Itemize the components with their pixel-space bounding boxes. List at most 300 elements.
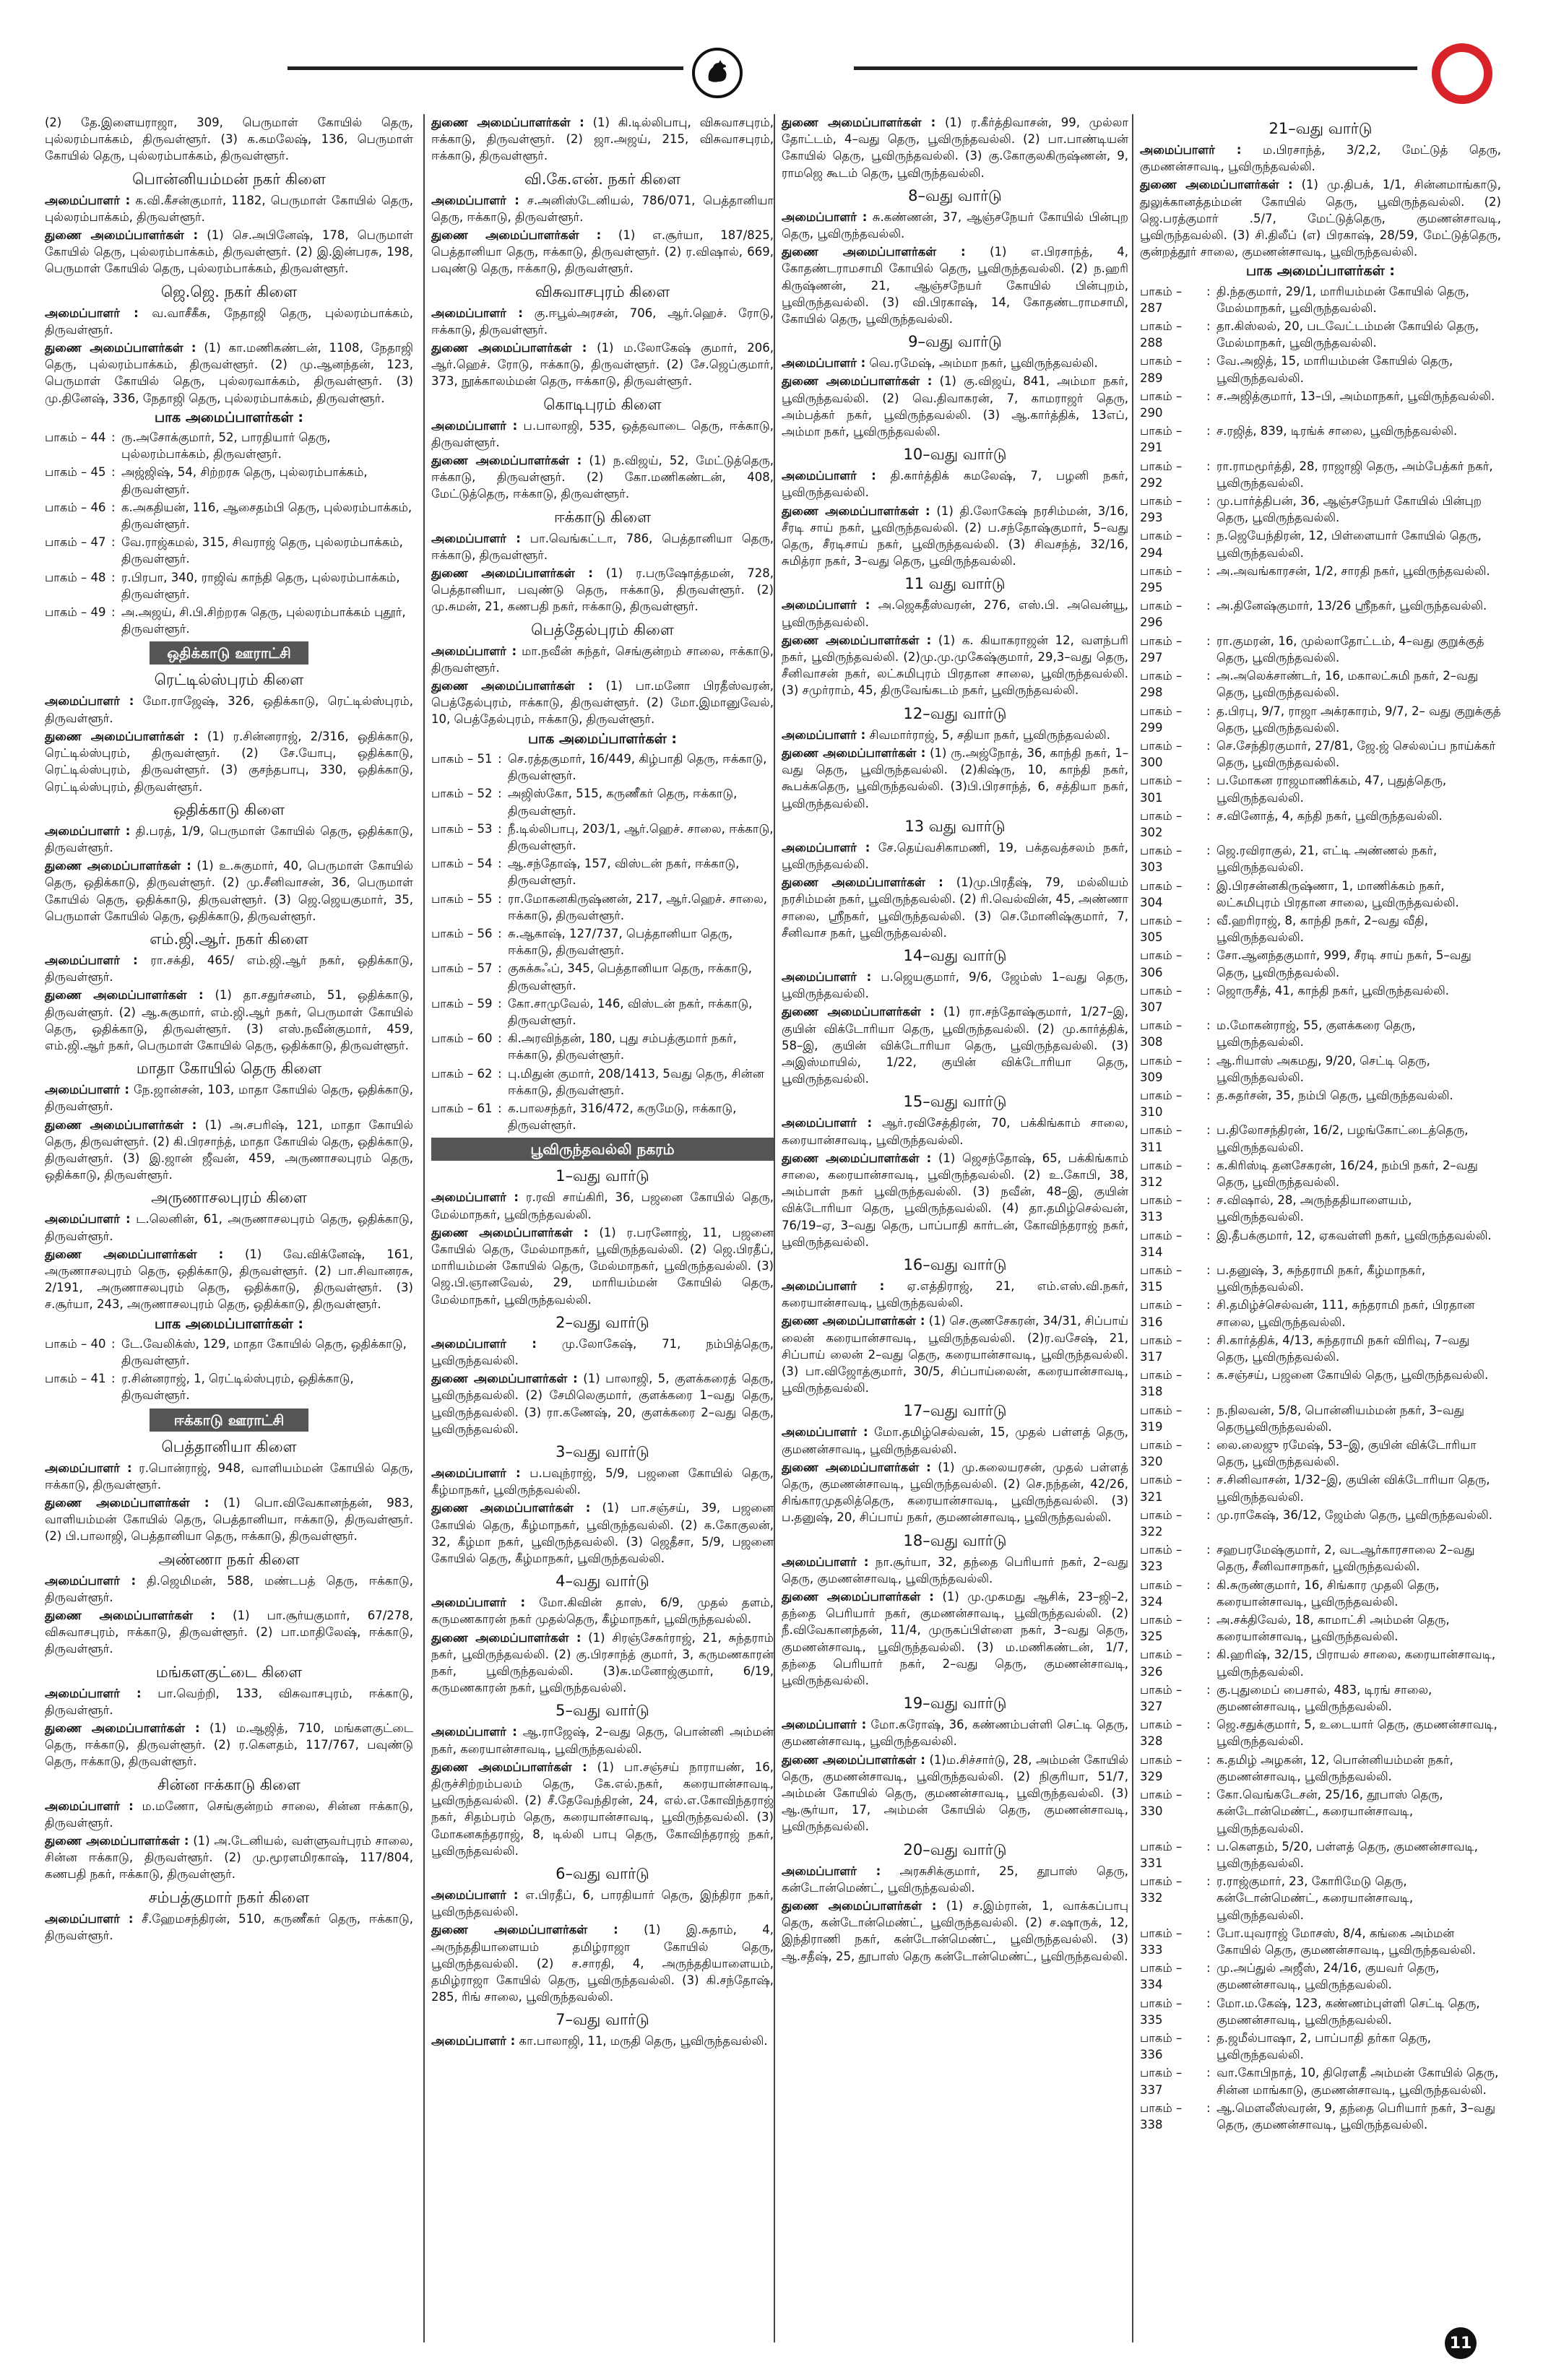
member-entry xyxy=(431,1594,774,1627)
member-entry xyxy=(782,1424,1128,1457)
entry-text: ஆர்.ரவிசேத்திரன், 70, பக்கிங்காம் சாலை, கரையான்சாவடி, பூவிருந்தவல்லி. xyxy=(782,1116,1128,1147)
role-label: துணை அமைப்பாளர்கள் : xyxy=(782,745,926,760)
booth-text: கு.புதுமைப் பைசால், 483, டிரங் சாலை, குமணன்சாவடி, பூவிருந்தவல்லி. xyxy=(1216,1682,1432,1714)
entry-text: (1) செ.அபினேஷ், 178, பெருமாள் கோயில் தெரு, புல்லரம்பாக்கம், திருவள்ளூர். (2) இ.இன்பரசு, 198, பெருமாள் கோயில் தெரு, புல்லரம்பாக்கம், திருவள்ளூர். xyxy=(45,228,413,276)
branch-heading: பெத்தானியா கிளை xyxy=(161,1437,297,1455)
booth-entry xyxy=(431,855,774,888)
member-entry xyxy=(45,952,413,985)
booth-colon: : xyxy=(1206,844,1211,858)
branch-heading: ரெட்டில்ஸ்புரம் கிளை xyxy=(154,671,304,689)
booth-number: பாகம் – 334 xyxy=(1140,1961,1183,1992)
booth-number: பாகம் – 45 xyxy=(45,465,106,480)
booth-colon: : xyxy=(1206,563,1211,578)
booth-colon: : xyxy=(111,535,116,550)
member-entry xyxy=(431,227,774,277)
booth-colon: : xyxy=(1206,1333,1211,1347)
booth-colon: : xyxy=(111,605,116,620)
entry-text: மா.நவீன் சுந்தர், செங்குன்றம் சாலை, ஈக்காடு, திருவள்ளூர். xyxy=(431,644,774,675)
role-label: அமைப்பாளர் : xyxy=(45,1083,130,1097)
role-label: துணை அமைப்பாளர்கள் : xyxy=(782,116,936,129)
member-entry xyxy=(431,452,774,503)
member-entry xyxy=(431,1723,774,1757)
booth-text: ர.சின்னராஜ், 1, ரெட்டில்ஸ்புரம், ஒதிக்காடு, திருவள்ளூர். xyxy=(121,1372,354,1403)
booth-number: பாகம் – 48 xyxy=(45,570,106,584)
booth-text: மோ.ம.கேஷ், 123, கண்ணம்புள்ளி செட்டி தெரு, குமணன்சாவடி, பூவிருந்தவல்லி. xyxy=(1216,1996,1480,2027)
booth-text: கோ.சாமுவேல், 146, விஸ்டன் நகர், ஈக்காடு, திருவள்ளூர். xyxy=(508,996,753,1027)
booth-text: சஹபரமேஷ்குமார், 2, வடஆர்காரசாலை 2–வது தெரு, சீனிவாசாநகர், பூவிருந்தவல்லி. xyxy=(1216,1543,1475,1574)
booth-number: பாகம் – 333 xyxy=(1140,1926,1183,1957)
booth-colon: : xyxy=(1206,424,1211,438)
booth-text: வே.அஜித், 15, மாரியம்மன் கோயில் தெரு, பூவிருந்தவல்லி. xyxy=(1216,354,1453,385)
booth-text: கி.சுருண்குமார், 16, சிங்கார முதலி தெரு, கரையான்சாவடி, பூவிருந்தவல்லி. xyxy=(1216,1578,1440,1609)
role-label: துணை அமைப்பாளர்கள் : xyxy=(431,1923,618,1937)
booth-colon: : xyxy=(1206,1403,1211,1417)
role-label: அமைப்பாளர் : xyxy=(1140,143,1242,157)
booth-number: பாகம் – 307 xyxy=(1140,983,1183,1014)
booth-number: பாகம் – 49 xyxy=(45,605,106,620)
booth-entry xyxy=(1140,912,1501,945)
role-label: துணை அமைப்பாளர்கள் : xyxy=(45,228,199,243)
booth-number: பாகம் – 298 xyxy=(1140,669,1183,700)
booth-entry xyxy=(1140,352,1501,386)
booth-entry xyxy=(1140,737,1501,771)
role-label: அமைப்பாளர் : xyxy=(431,1336,537,1351)
member-entry xyxy=(782,1863,1128,1896)
member-entry xyxy=(782,355,1128,371)
booth-colon: : xyxy=(1206,1926,1211,1940)
entry-text: (1) ந.விஜய், 52, மேட்டுத்தெரு, ஈக்காடு, திருவள்ளூர். (2) கோ.மணிகண்டன், 408, மேட்டுத்தெரு, ஈக்காடு, திருவள்ளூர். xyxy=(431,454,774,501)
role-label: துணை அமைப்பாளர்கள் : xyxy=(431,1372,578,1386)
entry-text: (1) ர.பருஷோத்தமன், 728, பெத்தானியா, பவுண்டு தெரு, ஈக்காடு, திருவள்ளூர். (2) மு.சுமன், 21, கணபதி நகர், ஈக்காடு, திருவள்ளூர். xyxy=(431,566,774,614)
booth-text: பு.மிதுன் குமார், 208/1413, 5வது தெரு, சின்ன ஈக்காடு, திருவள்ளூர். xyxy=(508,1066,764,1097)
booth-entry xyxy=(1140,1367,1501,1400)
member-entry xyxy=(431,1336,774,1369)
booth-text: கோ.வெங்கடேசன், 25/16, தூபாஸ் தெரு, கன்டோன்மெண்ட், கரையான்சாவடி, பூவிருந்தவல்லி. xyxy=(1216,1788,1443,1835)
booth-text: ஆ.சந்தோஷ், 157, விஸ்டன் நகர், ஈக்காடு, திருவள்ளூர். xyxy=(508,857,740,888)
member-entry xyxy=(45,823,413,856)
booth-number: பாகம் – 320 xyxy=(1140,1438,1183,1469)
booth-number: பாகம் – 311 xyxy=(1140,1123,1183,1154)
booth-entry xyxy=(1140,808,1501,841)
member-entry xyxy=(782,969,1128,1002)
member-entry xyxy=(45,305,413,338)
entry-text: (1) கா.மணிகண்டன், 1108, நேதாஜி தெரு, புல்லரம்பாக்கம், திருவள்ளூர். (2) மு.ஆனந்தன், 123, பெருமாள் கோயில் தெரு, புல்லரவாக்கம், திருவள்ளூர். (3) மு.தினேஷ், 336, நேதாஜி தெரு, புல்லரம்பாக்கம், திருவள்ளூர். xyxy=(45,341,413,405)
member-entry xyxy=(45,1832,413,1883)
booth-entry xyxy=(1140,1297,1501,1330)
booth-colon: : xyxy=(1206,704,1211,718)
member-entry xyxy=(782,745,1128,812)
member-entry xyxy=(45,114,413,165)
role-label: துணை அமைப்பாளர்கள் : xyxy=(431,341,587,355)
booth-number: பாகம் – 329 xyxy=(1140,1752,1183,1783)
booth-text: சி.தமிழ்ச்செல்வன், 111, சுந்தராமி நகர், பிரதான சாலை, பூவிருந்தவல்லி. xyxy=(1216,1298,1475,1329)
branch-heading: 5–வது வார்டு xyxy=(556,1702,649,1720)
role-label: துணை அமைப்பாளர்கள் : xyxy=(45,341,196,355)
booth-number: பாகம் – 40 xyxy=(45,1336,106,1351)
branch-heading: கொடிபுரம் கிளை xyxy=(543,395,662,413)
booth-text: போ.யுவராஜ் மோசஸ், 8/4, கங்கை அம்மன் கோயில் தெரு, குமணன்சாவடி, பூவிருந்தவல்லி. xyxy=(1216,1926,1477,1957)
booth-text: தா.கிஸ்லல், 20, படவேட்டம்மன் கோயில் தெரு, மேல்மாநகர், பூவிருந்தவல்லி. xyxy=(1216,319,1479,350)
booth-colon: : xyxy=(1206,878,1211,893)
booth-colon: : xyxy=(111,465,116,480)
booth-text: குசுக்சுஃப், 345, பெத்தானியா தெரு, ஈக்காடு, திருவள்ளூர். xyxy=(508,961,753,992)
booth-colon: : xyxy=(498,787,502,801)
booth-entry xyxy=(1140,1646,1501,1679)
entry-text: தி.பரத், 1/9, பெருமாள் கோயில் தெரு, ஒதிக்காடு, திருவள்ளூர். xyxy=(45,823,413,854)
booth-colon: : xyxy=(1206,1648,1211,1662)
member-entry xyxy=(782,1588,1128,1689)
booth-number: பாகம் – 51 xyxy=(431,751,493,766)
booth-number: பாகம் – 59 xyxy=(431,996,493,1011)
booth-colon: : xyxy=(1206,1158,1211,1172)
booth-colon: : xyxy=(1206,1368,1211,1382)
entry-text: (1) ஜெசந்தோஷ், 65, பக்கிங்காம் சாலை, கரையான்சாவடி, பூவிருந்தவல்லி. (2) உ.கோபி, 38, அம்பாள் நகர் பூவிருந்தவல்லி. (3) நவீன், 48–இ, குயின் விக்டோரியா தெரு, பூவிருந்தவல்லி. (4) தா.தமிழ்செல்வன், 76/19–ஏ, 3–வது தெரு, பாப்பாதி கார்டன், கோவிந்தராஜ் நகர், பூவிருந்தவல்லி. xyxy=(782,1151,1128,1249)
booth-colon: : xyxy=(498,751,502,766)
role-label: துணை அமைப்பாளர்கள் : xyxy=(782,1752,925,1767)
booth-text: டே.வேலிக்ஸ், 129, மாதா கோயில் தெரு, ஒதிக்காடு, திருவள்ளூர். xyxy=(121,1336,407,1367)
member-entry xyxy=(782,1752,1128,1835)
booth-text: ரா.குமரன், 16, முல்லாதோட்டம், 4–வது குறுக்குத் தெரு, பூவிருந்தவல்லி. xyxy=(1216,633,1484,665)
member-entry xyxy=(782,467,1128,501)
member-entry xyxy=(782,727,1128,743)
booth-colon: : xyxy=(1206,1874,1211,1889)
entry-text: தி.ஜெமிமன், 588, மண்டபத் தெரு, ஈக்காடு, திருவள்ளூர். xyxy=(45,1573,413,1604)
booth-number: பாகம் – 46 xyxy=(45,500,106,514)
branch-heading: பொன்னியம்மன் நகர் கிளை xyxy=(132,170,326,188)
booth-entry xyxy=(45,499,413,532)
role-label: துணை அமைப்பாளர்கள் : xyxy=(431,679,593,693)
role-label: அமைப்பாளர் : xyxy=(45,1911,134,1926)
entry-text: (1) தி.லோகேஷ் நரசிம்மன், 3/16, சீரடி சாய் நகர், பூவிருந்தவல்லி. (2) ப.சந்தோஷ்குமார், 5–வது தெரு, சீரடிசாய் நகர், பூவிருந்தவல்லி. (3) சிவசந்த், 32/16, சுமித்ரா நகர், 3–வது தெரு, பூவிருந்தவல்லி. xyxy=(782,503,1128,568)
region-banner: ஒதிக்காடு ஊராட்சி xyxy=(150,641,308,665)
booth-number: பாகம் – 326 xyxy=(1140,1648,1183,1679)
role-label: துணை அமைப்பாளர்கள் : xyxy=(431,116,584,129)
booth-number: பாகம் – 319 xyxy=(1140,1403,1183,1434)
booth-text: க.அகதியன், 116, ஆசைதம்பி தெரு, புல்லரம்பாக்கம், திருவள்ளூர். xyxy=(121,500,412,532)
entry-text: (1) வே.விக்னேஷ், 161, அருணாசலபுரம் தெரு, ஒதிக்காடு, திருவள்ளூர். (2) பா.சிவானரசு, 2/191, அருணாசலபுரம் தெரு, ஒதிக்காடு, திருவள்ளூர். (3) ச.சூர்யா, 243, அருணாசலபுரம் தெரு, ஒதிக்காடு, திருவள்ளூர். xyxy=(45,1247,413,1312)
entry-text: ப.ஜெயகுமார், 9/6, ஜேம்ஸ் 1–வது தெரு, பூவிருந்தவல்லி. xyxy=(782,969,1128,1001)
role-label: துணை அமைப்பாளர்கள் : xyxy=(431,566,593,581)
booth-number: பாகம் – 336 xyxy=(1140,2030,1183,2062)
entry-text: எ.பிரதீப், 6, பாரதியார் தெரு, இந்திரா நகர், பூவிருந்தவல்லி. xyxy=(431,1888,774,1919)
booth-colon: : xyxy=(1206,1839,1211,1853)
entry-text: அரசுசிக்குமார், 25, தூபாஸ் தெரு, கன்டோன்மெண்ட், பூவிருந்தவல்லி. xyxy=(782,1864,1128,1895)
booth-number: பாகம் – 330 xyxy=(1140,1788,1183,1819)
booth-text: நீ.டில்லிபாபு, 203/1, ஆர்.ஹெச். சாலை, ஈக்காடு, திருவள்ளூர். xyxy=(508,821,774,852)
member-entry xyxy=(45,192,413,225)
booth-colon: : xyxy=(1206,669,1211,683)
role-label: அமைப்பாளர் : xyxy=(431,418,518,433)
booth-entry xyxy=(45,464,413,497)
entry-text: (1) அ.சபரிஷ், 121, மாதா கோயில் தெரு, திருவள்ளூர். (2) கி.பிரசாந்த், மாதா கோயில் தெரு, ஒதிக்காடு, திருவள்ளூர். (3) இ.ஜான் ஜீவன், 459, அருணாசலபுரம் தெரு, ஒதிக்காடு, திருவள்ளூர். xyxy=(45,1117,413,1182)
booth-colon: : xyxy=(498,926,502,940)
role-label: அமைப்பாளர் : xyxy=(431,306,523,320)
member-entry xyxy=(45,339,413,407)
entry-text: மோ.தமிழ்செல்வன், 15, முதல் பள்ளத் தெரு, குமணன்சாவடி, பூவிருந்தவல்லி. xyxy=(782,1425,1128,1456)
booth-entry xyxy=(1140,1786,1501,1837)
member-entry xyxy=(431,2033,774,2049)
booth-entry xyxy=(1140,318,1501,351)
booth-entry xyxy=(1140,1017,1501,1050)
branch-heading: ஒதிக்காடு கிளை xyxy=(173,800,285,818)
booth-colon: : xyxy=(1206,983,1211,998)
member-entry xyxy=(431,678,774,728)
booth-number: பாகம் – 54 xyxy=(431,857,493,871)
column-1 xyxy=(45,114,413,2342)
booth-text: அஜ்ஜிஷ், 54, சிற்றரசு தெரு, புல்லரம்பாக்கம், திருவள்ளூர். xyxy=(121,465,368,496)
booth-entry xyxy=(1140,667,1501,701)
booth-text: ர.பிரபா, 340, ராஜிவ் காந்தி தெரு, புல்லரம்பாக்கம், திருவள்ளூர். xyxy=(121,570,400,601)
entry-text: (1) மு.கலையரசன், முதல் பள்ளத் தெரு, குமணன்சாவடி, பூவிருந்தவல்லி. (2) செ.நந்தன், 42/26, சிங்காரமுதலித்தெரு, கரையான்சாவடி, பூவிருந்தவல்லி. (3) ப.தனுஷ், 20, சிப்பாய் நகர், குமணன்சாவடி, பூவிருந்தவல்லி. xyxy=(782,1460,1128,1525)
booth-entry xyxy=(1140,1960,1501,1993)
entry-text: மோ.ராஜேஷ், 326, ஒதிக்காடு, ரெட்டில்ஸ்புரம், திருவள்ளூர். xyxy=(45,694,413,725)
member-entry xyxy=(431,417,774,451)
branch-heading: 1–வது வார்டு xyxy=(556,1167,649,1185)
role-label: துணை அமைப்பாளர்கள் : xyxy=(45,729,199,743)
member-entry xyxy=(1140,176,1501,260)
booth-entry xyxy=(1140,703,1501,736)
booth-entry xyxy=(1140,1122,1501,1155)
booth-number: பாகம் – 61 xyxy=(431,1101,493,1115)
booth-colon: : xyxy=(111,1336,116,1351)
role-label: துணை அமைப்பாளர்கள் : xyxy=(782,1899,937,1913)
booth-number: பாகம் – 293 xyxy=(1140,494,1183,525)
region-banner: ஈக்காடு ஊராட்சி xyxy=(150,1408,308,1432)
role-label: அமைப்பாளர் : xyxy=(45,694,134,709)
role-label: அமைப்பாளர் : xyxy=(782,727,866,742)
entry-text: (1) ம.ஆஜித், 710, மங்களகுட்டை தெரு, ஈக்காடு, திருவள்ளூர். (2) ர.கௌதம், 117/767, பவுண்டு தெரு, ஈக்காடு, திருவள்ளூர். xyxy=(45,1721,413,1769)
booth-text: ரு.அசோக்குமார், 52, பாரதியார் தெரு, புல்லரம்பாக்கம், திருவள்ளூர். xyxy=(121,430,331,462)
role-label: அமைப்பாளர் : xyxy=(782,1425,868,1440)
booth-colon: : xyxy=(1206,2030,1211,2045)
entry-text: (1) பா.மனோ பிரதீஸ்வரன், பெத்தேல்புரம், ஈக்காடு, திருவள்ளூர். (2) மோ.இமானுவேல், 10, பெத்தேல்புரம், ஈக்காடு, திருவள்ளூர். xyxy=(431,679,774,727)
branch-heading: வி.கே.என். நகர் கிளை xyxy=(524,170,681,188)
booth-colon: : xyxy=(1206,319,1211,334)
booth-text: செ.சேந்திரகுமார், 27/81, ஜே.ஜ் செல்லப்ப நாய்க்கர் தெரு, பூவிருந்தவல்லி. xyxy=(1216,738,1496,770)
booth-number: பாகம் – 315 xyxy=(1140,1263,1183,1294)
member-entry xyxy=(45,693,413,726)
member-entry xyxy=(431,1759,774,1859)
booth-text: ச.ரஜித், 839, டிரங்க் சாலை, பூவிருந்தவல்லி. xyxy=(1216,424,1458,438)
booth-entry xyxy=(45,429,413,462)
entry-text: (1) தா.சதுர்சனம், 51, ஒதிக்காடு, திருவள்ளூர். (2) ஆ.சுகுமார், எம்.ஜி.ஆர் நகர், பெருமாள் கோயில் தெரு, ஒதிக்காடு, திருவள்ளூர். (3) எஸ்.நவீன்குமார், 459, எம்.ஜி.ஆர் நகர், பெருமாள் கோயில் தெரு, ஒதிக்காடு, திருவள்ளூர். xyxy=(45,988,413,1052)
booth-entry xyxy=(431,891,774,924)
booth-text: ஆ.ரியாஸ் அகமது, 9/20, செட்டி தெரு, பூவிருந்தவல்லி. xyxy=(1216,1053,1430,1084)
booth-entry xyxy=(1140,1838,1501,1871)
booth-colon: : xyxy=(1206,1752,1211,1767)
entry-text: ச.அனிஸ்டேனியல், 786/071, பெத்தானியா தெரு, ஈக்காடு, திருவள்ளூர். xyxy=(431,193,774,224)
booth-entry xyxy=(1140,2100,1501,2133)
booth-colon: : xyxy=(111,430,116,445)
booth-text: லை.லைஜு ரமேஷ், 53–இ, குயின் விக்டோரியா தெரு, பூவிருந்தவல்லி. xyxy=(1216,1438,1477,1469)
booth-entry xyxy=(45,1336,413,1369)
role-label: துணை அமைப்பாளர்கள் : xyxy=(782,503,930,518)
branch-heading: எம்.ஜி.ஆர். நகர் கிளை xyxy=(150,930,308,948)
member-entry xyxy=(431,192,774,225)
booth-text: அ.சக்திவேல், 18, காமாட்சி அம்மன் தெரு, கரையான்சாவடி, பூவிருந்தவல்லி. xyxy=(1216,1613,1450,1644)
role-label: துணை அமைப்பாளர்கள் : xyxy=(1140,178,1293,192)
booth-colon: : xyxy=(1206,1438,1211,1453)
member-entry xyxy=(45,1494,413,1545)
member-entry xyxy=(431,114,774,165)
booth-text: க.பாலசந்தர், 316/472, கருமேடு, ஈக்காடு, திருவள்ளூர். xyxy=(508,1101,737,1133)
role-label: அமைப்பாளர் : xyxy=(431,1466,521,1480)
branch-heading: அண்ணா நகர் கிளை xyxy=(158,1550,300,1568)
member-entry xyxy=(45,1572,413,1606)
booth-entry xyxy=(431,821,774,854)
member-entry xyxy=(45,857,413,925)
booth-colon: : xyxy=(111,570,116,584)
rooster-emblem-icon xyxy=(692,48,743,98)
booth-colon: : xyxy=(1206,738,1211,753)
entry-text: (1) இ.சுதாம், 4, அருந்ததியாளையம் தமிழ்ராஜா கோயில் தெரு, பூவிருந்தவல்லி. (2) ச.சாரதி, 4, அருந்ததியாளையம், தமிழ்ராஜா கோயில் தெரு, பூவிருந்தவல்லி. (3) கி.சந்தோஷ், 285, ரிங் சாலை, பூவிருந்தவல்லி. xyxy=(431,1923,774,2004)
role-label: அமைப்பாளர் : xyxy=(782,969,872,984)
booth-number: பாகம் – 335 xyxy=(1140,1996,1183,2027)
role-label: துணை அமைப்பாளர்கள் : xyxy=(782,1151,932,1165)
booth-number: பாகம் – 297 xyxy=(1140,633,1183,665)
booth-text: ர.ராஜ்குமார், 23, கோரிமேடு தெரு, கன்டோன்மெண்ட், கரையான்சாவடி, பூவிருந்தவல்லி. xyxy=(1216,1874,1414,1922)
role-label: அமைப்பாளர் : xyxy=(782,356,866,371)
booth-text: ந.ஜெயேந்திரன், 12, பிள்ளையார் கோயில் தெரு, பூவிருந்தவல்லி. xyxy=(1216,529,1482,560)
booth-colon: : xyxy=(498,891,502,906)
booth-number: பாகம் – 310 xyxy=(1140,1088,1183,1120)
entry-text: (1) செ.குணசேகரன், 34/31, சிப்பாய் லைன் கரையான்சாவடி, பூவிருந்தவல்லி. (2)ர.வசேஷ், 21, சிப்பாய் லைன் 2–வது தெரு, கரையான்சாவடி, பூவிருந்தவல்லி. (3) பா.விஜோத்குமார், 30/5, சிப்பாய்லைன், கரையான்சாவடி, பூவிருந்தவல்லி. xyxy=(782,1314,1128,1395)
booth-text: ரா.ராமமூர்த்தி, 28, ராஜாஜி தெரு, அம்பேத்கர் நகர், பூவிருந்தவல்லி. xyxy=(1216,459,1493,490)
role-label: துணை அமைப்பாளர்கள் : xyxy=(782,245,966,259)
booth-number: பாகம் – 308 xyxy=(1140,1018,1183,1050)
booth-text: அ.அஜய், சி.பி.சிற்றரசு தெரு, புல்லரம்பாக்கம் புதூர், திருவள்ளூர். xyxy=(121,605,406,636)
member-entry xyxy=(45,1607,413,1658)
entry-text: (2) தே.இளையராஜா, 309, பெருமாள் கோயில் தெரு, புல்லரம்பாக்கம், திருவள்ளூர். (3) க.கமலேஷ், 136, பெருமாள் கோயில் தெரு, புல்லரம்பாக்கம், திருவள்ளூர். xyxy=(45,116,413,163)
booth-entry xyxy=(1140,1087,1501,1120)
entry-text: க.வி.கீசன்குமார், 1182, பெருமாள் கோயில் தெரு, புல்லரம்பாக்கம், திருவள்ளூர். xyxy=(45,193,413,224)
role-label: அமைப்பாளர் : xyxy=(431,1190,519,1205)
role-label: துணை அமைப்பாளர்கள் : xyxy=(782,875,943,890)
member-entry xyxy=(782,1897,1128,1965)
member-entry xyxy=(782,597,1128,630)
entry-text: சே.தெய்வசிகாமணி, 19, பக்தவத்சலம் நகர், பூவிருந்தவல்லி. xyxy=(782,840,1128,871)
member-entry xyxy=(431,530,774,563)
booth-entry xyxy=(431,1100,774,1133)
booth-text: ஜெ.ரவிராகுல், 21, எட்டி அண்ணல் நகர், பூவிருந்தவல்லி. xyxy=(1216,844,1438,875)
booth-number: பாகம் – 296 xyxy=(1140,599,1183,630)
entry-text: ப.பவுந்ராஜ், 5/9, பஜனை கோயில் தெரு, கீழ்மாநகர், பூவிருந்தவல்லி. xyxy=(431,1466,774,1497)
entry-text: மு.லோகேஷ், 71, நம்பித்தெரு, பூவிருந்தவல்லி. xyxy=(431,1336,774,1367)
branch-heading: சம்பத்குமார் நகர் கிளை xyxy=(148,1888,310,1906)
branch-heading: 17–வது வார்டு xyxy=(903,1402,1007,1420)
booth-text: மு.அப்துல் அஜீஸ், 24/16, குயவர் தெரு, குமணன்சாவடி, பூவிருந்தவல்லி. xyxy=(1216,1961,1440,1992)
branch-heading: 19–வது வார்டு xyxy=(903,1695,1007,1713)
booth-colon: : xyxy=(498,961,502,976)
booth-number: பாகம் – 314 xyxy=(1140,1228,1183,1259)
booth-colon: : xyxy=(1206,1507,1211,1522)
booth-colon: : xyxy=(1206,1263,1211,1277)
booth-number: பாகம் – 47 xyxy=(45,535,106,550)
booth-text: ந.நிலவன், 5/8, பொன்னியம்மன் நகர், 3–வது தெருபூவிருந்தவல்லி. xyxy=(1216,1403,1465,1434)
branch-heading: சின்ன ஈக்காடு கிளை xyxy=(157,1775,301,1793)
entry-text: (1) பா.சூர்யகுமார், 67/278, விசுவாசபுரம், ஈக்காடு, திருவள்ளூர். (2) பா.மாதிலேஷ், ஈக்காடு, திருவள்ளூர். xyxy=(45,1609,413,1656)
booth-text: ச.சினிவாசன், 1/32–இ, குயின் விக்டோரியா தெரு, பூவிருந்தவல்லி. xyxy=(1216,1473,1490,1504)
booth-entry xyxy=(1140,947,1501,980)
role-label: துணை அமைப்பாளர்கள் : xyxy=(782,1460,931,1474)
entry-text: ம.பிரசாந்த், 3/2,2, மேட்டுத் தெரு, குமணன்சாவடி, பூவிருந்தவல்லி. xyxy=(1140,143,1501,174)
booth-entry xyxy=(1140,1332,1501,1365)
role-label: துணை அமைப்பாளர்கள் : xyxy=(782,1005,935,1019)
column-3 xyxy=(782,114,1128,2342)
booth-colon: : xyxy=(498,821,502,836)
booth-text: ச.அஜித்குமார், 13–பி, அம்மாநகர், பூவிருந்தவல்லி. xyxy=(1216,389,1495,403)
booth-colon: : xyxy=(1206,2066,1211,2080)
booth-entry xyxy=(1140,1402,1501,1435)
entry-text: மோ.கிவின் தாஸ், 6/9, முதல் தளம், கருமணகாரன் நகர் முதல்தெரு, கீழ்மாநகர், பூவிருந்தவல்லி. xyxy=(431,1596,774,1627)
member-entry xyxy=(45,987,413,1054)
booth-number: பாகம் – 332 xyxy=(1140,1874,1183,1905)
booth-number: பாகம் – 294 xyxy=(1140,529,1183,560)
role-label: துணை அமைப்பாளர்கள் : xyxy=(431,228,602,243)
member-entry xyxy=(45,1720,413,1770)
member-entry xyxy=(782,373,1128,440)
member-entry xyxy=(431,1370,774,1437)
member-entry xyxy=(45,227,413,277)
role-label: துணை அமைப்பாளர்கள் : xyxy=(45,1247,224,1261)
booth-entry xyxy=(1140,772,1501,805)
booth-entry xyxy=(1140,1995,1501,2028)
entry-text: (1) ரு.அஜ்நோத், 36, காந்தி நகர், 1–வது தெரு, பூவிருந்தவல்லி. (2)கிஷ்ரு, 10, காந்தி நகர், கூபக்கதெரு, பூவிருந்தவல்லி. (3)பி.பிரசாந்த், 6, சத்தியா நகர், பூவிருந்தவல்லி. xyxy=(782,745,1128,810)
entry-text: நே.ஜான்சன், 103, மாதா கோயில் தெரு, ஒதிக்காடு, திருவள்ளூர். xyxy=(45,1083,413,1114)
entry-text: அ.ஜெகதீஸ்வரன், 276, எஸ்.பி. அவென்யூ, பூவிருந்தவல்லி. xyxy=(782,598,1128,629)
entry-text: சிவமார்ராஜ், 5, சதியா நகர், பூவிருந்தவல்லி. xyxy=(869,727,1110,742)
booth-entry xyxy=(1140,1925,1501,1958)
role-label: அமைப்பாளர் : xyxy=(431,2034,516,2048)
role-label: அமைப்பாளர் : xyxy=(782,1278,885,1293)
booth-number: பாகம் – 62 xyxy=(431,1066,493,1081)
booth-entry xyxy=(1140,1752,1501,1785)
member-entry xyxy=(431,305,774,338)
booth-colon: : xyxy=(498,1066,502,1081)
booth-colon: : xyxy=(1206,808,1211,823)
header-rule-left xyxy=(288,66,683,70)
role-label: அமைப்பாளர் : xyxy=(45,1461,132,1475)
member-entry xyxy=(782,839,1128,873)
entry-text: (1) ம.லோகேஷ் குமார், 206, ஆர்.ஹெச். ரோடு, ஈக்காடு, திருவள்ளூர். (2) சே.ஜெப்குமார், 373, நூக்காலம்மன் தெரு, ஈக்காடு, திருவள்ளூர். xyxy=(431,341,774,389)
booth-text: செ.ரத்தகுமார், 16/449, கிழ்பாதி தெரு, ஈக்காடு, திருவள்ளூர். xyxy=(508,751,767,783)
role-label: துணை அமைப்பாளர்கள் : xyxy=(45,1834,189,1848)
booth-entry xyxy=(1140,1157,1501,1190)
role-label: அமைப்பாளர் : xyxy=(45,823,131,838)
booth-text: அ.அலெக்சாண்டர், 16, மகாலட்சுமி நகர், 2–வது தெரு, பூவிருந்தவல்லி. xyxy=(1216,669,1479,700)
booth-colon: : xyxy=(1206,1473,1211,1487)
booth-number: பாகம் – 306 xyxy=(1140,948,1183,979)
booth-colon: : xyxy=(1206,459,1211,473)
member-entry xyxy=(782,1003,1128,1087)
booth-colon: : xyxy=(1206,1543,1211,1557)
entry-text: (1) பா.சஞ்சய் நாராயண், 16, திருச்சிற்றம்பலம் தெரு, கே.எல்.நகர், கரையான்சாவடி, பூவிருந்தவல்லி. (2) சீ.தேவேந்திரன், 24, எல்.எ.கோவிந்தராஜ் நகர், சிதம்பரம் தெரு, கரையான்சாவடி, பூவிருந்தவல்லி. (3) மோகனகந்தராஜ், 8, டில்லி பாபு தெரு, கோவிந்தராஜ் நகர், பூவிருந்தவல்லி. xyxy=(431,1760,774,1858)
entry-text: (1) மு.திபக், 1/1, சின்னமாங்காடு, துலுக்கானத்தம்மன் கோயில் தெரு, பூவிருந்தவல்லி. (2) ஜெ.பரத்குமார் .5/7, மேட்டுத்தெரு, குமணன்சாவடி, பூவிருந்தவல்லி. (3) சி.திலீப் (எ) பிரகாஷ், 28/59, மேட்டுத்தெரு, குன்றத்தூர் சாலை, குமணன்சாவடி, பூவிருந்தவல்லி. xyxy=(1140,178,1501,259)
role-label: அமைப்பாளர் : xyxy=(45,1573,137,1588)
booth-colon: : xyxy=(1206,1788,1211,1802)
booth-number: பாகம் – 44 xyxy=(45,430,106,445)
member-entry xyxy=(45,1081,413,1115)
booth-text: ப.தனுஷ், 3, சுந்தராமி நகர், கீழ்மாநகர், பூவிருந்தவல்லி. xyxy=(1216,1263,1426,1294)
role-label: துணை அமைப்பாளர்கள் : xyxy=(431,1760,587,1774)
entry-text: ப.பாலாஜி, 535, ஒத்தவாடை தெரு, ஈக்காடு, திருவள்ளூர். xyxy=(431,418,774,449)
booth-text: ச.வினோத், 4, கந்தி நகர், பூவிருந்தவல்லி. xyxy=(1216,808,1443,823)
booth-organizers-heading: பாக அமைப்பாளர்கள் : xyxy=(154,1315,303,1332)
booth-text: ப.திலோசந்திரன், 16/2, பழங்கோட்டைத்தெரு, பூவிருந்தவல்லி. xyxy=(1216,1123,1469,1154)
role-label: துணை அமைப்பாளர்கள் : xyxy=(45,1496,209,1510)
booth-number: பாகம் – 287 xyxy=(1140,284,1183,315)
role-label: அமைப்பாளர் : xyxy=(431,1725,517,1739)
